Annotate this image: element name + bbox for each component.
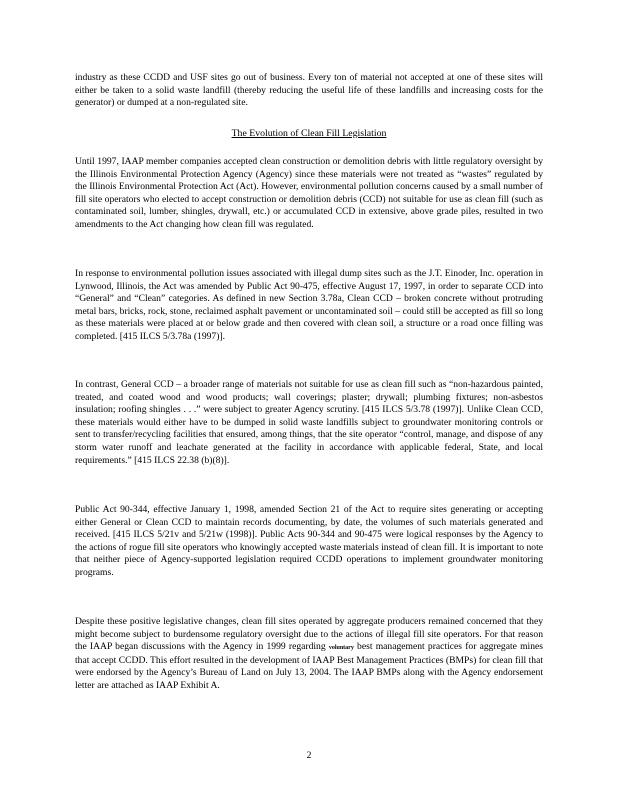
paragraph-5-part-1: Despite these positive legislative changes, clean fill sites operated by aggregate producers remained concerned that they might become subject to burdensome regulatory oversight due to the actions of illegal fill site operators. For that reason the IAAP began discussions with the Agency in 1999 regarding — [75, 616, 543, 653]
page-number: 2 — [306, 750, 312, 761]
paragraph-3: In contrast, General CCD – a broader range of materials not suitable for use as clean fill such as “non-hazardous painted, treated, and coated wood and wood products; wall coverings; plaster; drywall; plumbing fixtures; non-asbestos insulation; roofing shingles . . .” were subject to greater Agency scrutiny. [415 ILCS 5/3.78 (1997)]. Unlike Clean CCD, these materials would either have to be dumped in solid waste landfills subject to groundwater monitoring controls or sent to transfer/recycling facilities that ensured, among things, that the site operator “control, manage, and dispose of any storm water runoff and leachate generated at the facility in accordance with applicable federal, State, and local requirements.” [415 ILCS 22.38 (b)(8)]. — [75, 379, 543, 466]
paragraph-2: In response to environmental pollution issues associated with illegal dump sites such as the J.T. Einoder, Inc. operation in Lynwood, Illinois, the Act was amended by Public Act 90-475, effective August 17, 1997, in order to separate CCD into “General” and “Clean” categories. As defined in new Section 3.78a, Clean CCD – broken concrete without protruding metal bars, bricks, rock, stone, reclaimed asphalt pavement or uncontaminated soil – could still be accepted as fill so long as these materials were placed at or below grade and then covered with clean soil, a structure or a road once filling was completed. [415 ILCS 5/3.78a (1997)]. — [75, 268, 543, 342]
paragraph-1: Until 1997, IAAP member companies accepted clean construction or demolition debris with little regulatory oversight by the Illinois Environmental Protection Agency (Agency) since these materials were not treated as “wastes” regulated by the Illinois Environmental Protection Act (Act). However, environmental pollution concerns caused by a small number of fill site operators who elected to accept construction or demolition debris (CCD) not suitable for use as clean fill (such as contaminated soil, lumber, shingles, drywall, etc.) or accumulated CCD in extensive, above grade piles, resulted in two amendments to the Act changing how clean fill was regulated. — [75, 156, 543, 230]
paragraph-5 — [75, 616, 543, 693]
section-heading-text: The Evolution of Clean Fill Legislation — [231, 128, 387, 139]
intro-paragraph: industry as these CCDD and USF sites go out of business. Every ton of material not accepted at one of these sites will either be taken to a solid waste landfill (thereby reducing the useful life of these landfills and increasing costs for the generator) or dumped at a non-regulated site. — [75, 72, 543, 109]
section-heading — [0, 128, 618, 139]
voluntary-word: voluntary — [328, 645, 354, 652]
paragraph-4: Public Act 90-344, effective January 1, 1998, amended Section 21 of the Act to require sites generating or accepting either General or Clean CCD to maintain records documenting, by date, the volumes of such materials generated and received. [415 ILCS 5/21v and 5/21w (1998)]. Public Acts 90-344 and 90-475 were logical responses by the Agency to the actions of rogue fill site operators who knowingly accepted waste materials instead of clean fill. It is important to note that neither piece of Agency-supported legislation required CCDD operations to implement groundwater monitoring programs. — [75, 504, 543, 578]
paragraph-5-part-2: best management practices for aggregate mines that accept CCDD. This effort resulted in the development of IAAP Best Management Practices (BMPs) for clean fill that were endorsed by the Agency’s Bureau of Land on July 13, 2004. The IAAP BMPs along with the Agency endorsement letter are attached as IAAP Exhibit A. — [75, 641, 543, 691]
